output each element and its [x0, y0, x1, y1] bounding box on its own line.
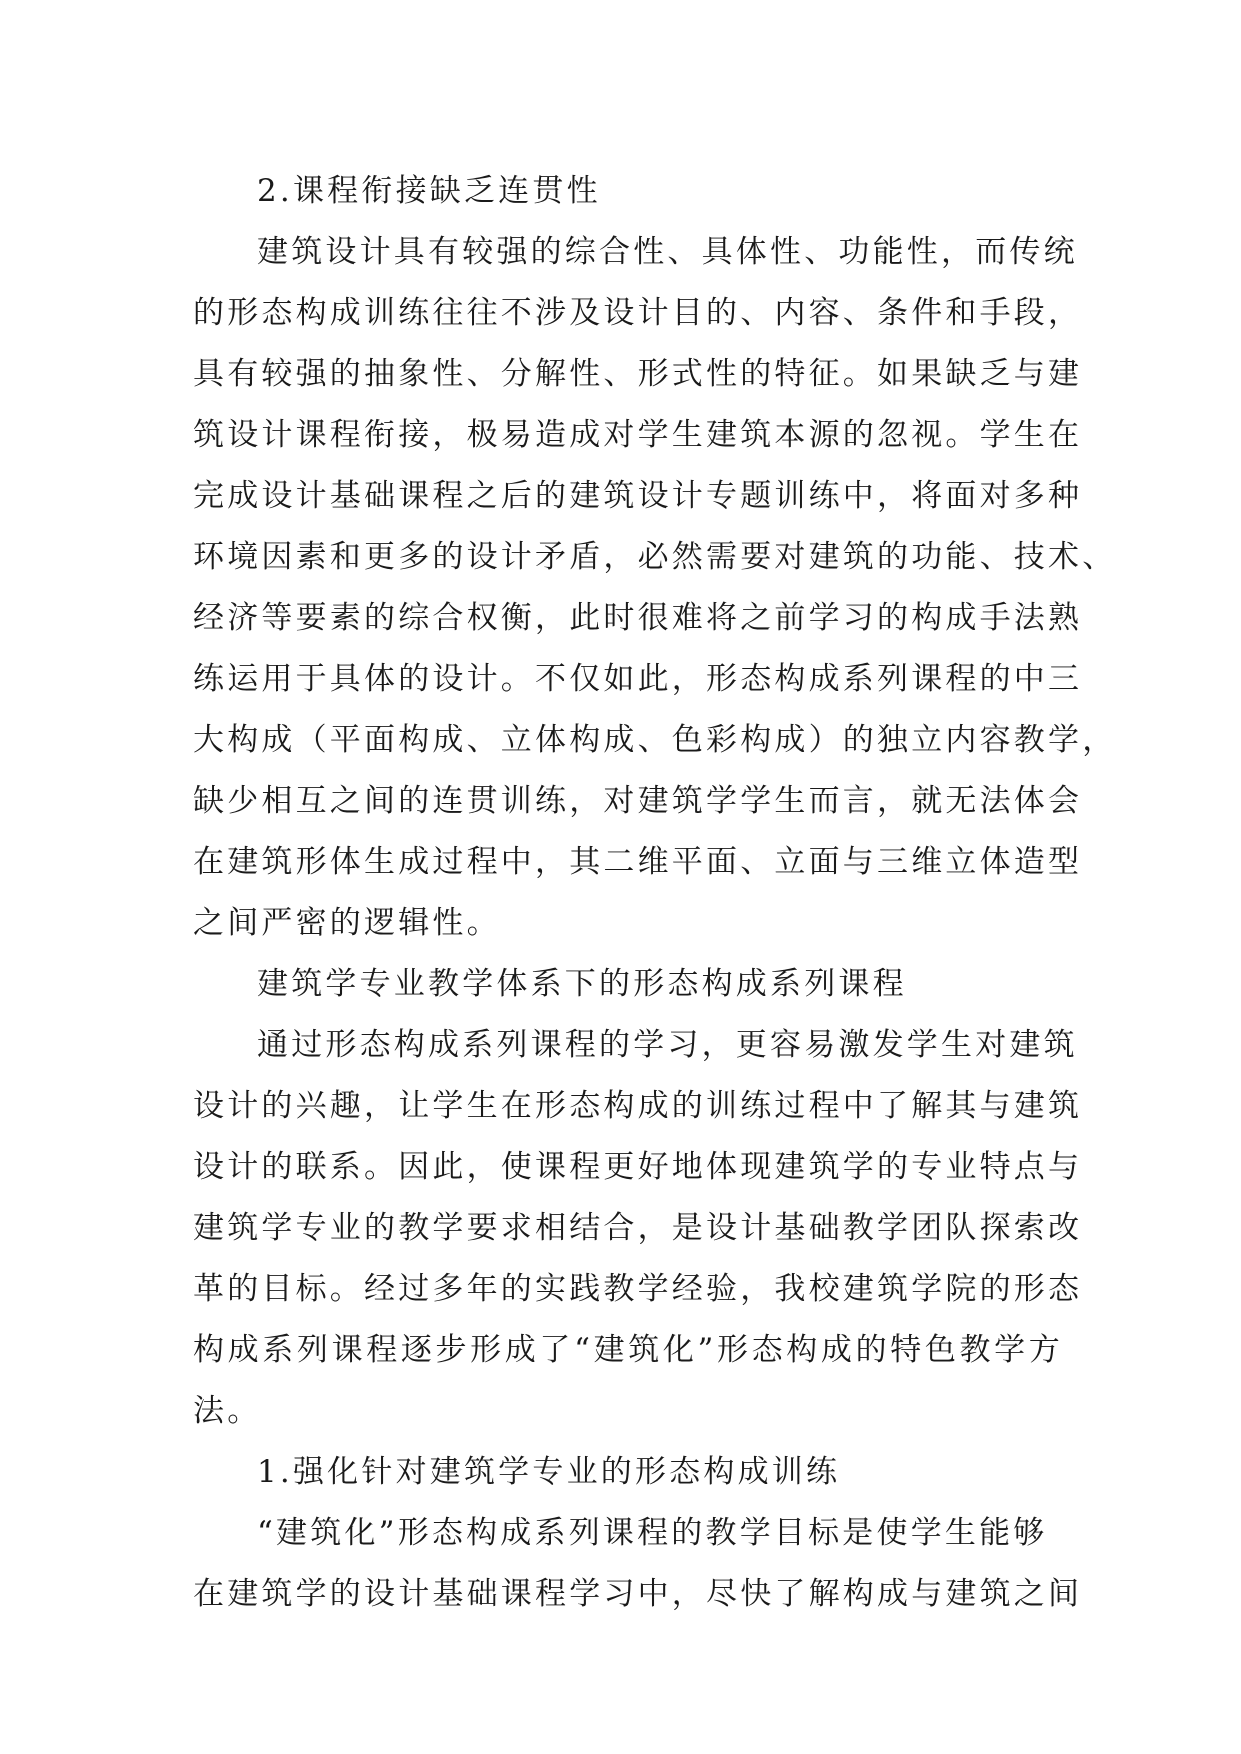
paragraph-line: 设计的兴趣，让学生在形态构成的训练过程中了解其与建筑: [193, 1088, 1083, 1124]
paragraph-line: “建筑化”形态构成系列课程的教学目标是使学生能够: [257, 1515, 1048, 1551]
paragraph-line: 革的目标。经过多年的实践教学经验，我校建筑学院的形态: [193, 1271, 1083, 1307]
paragraph-line: 之间严密的逻辑性。: [193, 905, 501, 941]
paragraph-line: 建筑设计具有较强的综合性、具体性、功能性，而传统: [257, 234, 1078, 270]
paragraph-line: 设计的联系。因此，使课程更好地体现建筑学的专业特点与: [193, 1149, 1083, 1185]
paragraph-line: 建筑学专业的教学要求相结合，是设计基础教学团队探索改: [193, 1210, 1083, 1246]
section-heading: 1.强化针对建筑学专业的形态构成训练: [257, 1454, 841, 1490]
paragraph-line: 练运用于具体的设计。不仅如此，形态构成系列课程的中三: [193, 661, 1083, 697]
section-heading: 2.课程衔接缺乏连贯性: [257, 173, 601, 209]
paragraph-line: 经济等要素的综合权衡，此时很难将之前学习的构成手法熟: [193, 600, 1083, 636]
paragraph-line: 法。: [193, 1393, 262, 1429]
paragraph-line: 筑设计课程衔接，极易造成对学生建筑本源的忽视。学生在: [193, 417, 1083, 453]
paragraph-line: 环境因素和更多的设计矛盾，必然需要对建筑的功能、技术、: [193, 539, 1117, 575]
paragraph-line: 构成系列课程逐步形成了“建筑化”形态构成的特色教学方: [193, 1332, 1063, 1368]
paragraph-line: 具有较强的抽象性、分解性、形式性的特征。如果缺乏与建: [193, 356, 1083, 392]
section-heading: 建筑学专业教学体系下的形态构成系列课程: [257, 966, 907, 1002]
paragraph-line: 通过形态构成系列课程的学习，更容易激发学生对建筑: [257, 1027, 1078, 1063]
paragraph-line: 缺少相互之间的连贯训练，对建筑学学生而言，就无法体会: [193, 783, 1083, 819]
document-page: [193, 161, 1117, 1625]
paragraph-line: 大构成（平面构成、立体构成、色彩构成）的独立内容教学，: [193, 722, 1117, 758]
paragraph-line: 在建筑学的设计基础课程学习中，尽快了解构成与建筑之间: [193, 1576, 1083, 1612]
paragraph-line: 的形态构成训练往往不涉及设计目的、内容、条件和手段，: [193, 295, 1083, 331]
paragraph-line: 完成设计基础课程之后的建筑设计专题训练中，将面对多种: [193, 478, 1083, 514]
paragraph-line: 在建筑形体生成过程中，其二维平面、立面与三维立体造型: [193, 844, 1083, 880]
